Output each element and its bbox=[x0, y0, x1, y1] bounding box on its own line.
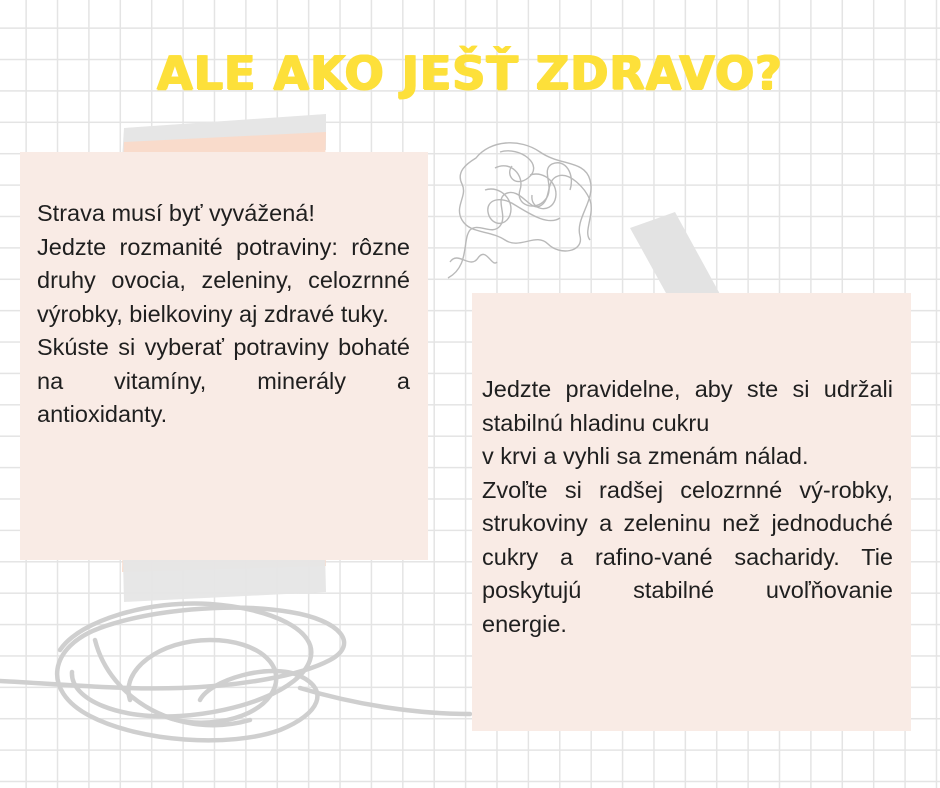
bottom-scribble-icon bbox=[0, 603, 470, 740]
right-card-line: Jedzte pravidelne, aby ste si udržali stabilnú hladinu cukru bbox=[482, 376, 893, 436]
page-title: ALE AKO JEŠŤ ZDRAVO? bbox=[157, 46, 783, 100]
right-card-line: Zvoľte si radšej celozrnné vý-robky, strukoviny a zeleninu než jednoduché cukry a rafino-vané sacharidy. Tie poskytujú stabilné uvoľňovanie energie. bbox=[482, 476, 893, 637]
left-info-card bbox=[20, 152, 428, 560]
right-card-line: v krvi a vyhli sa zmenám nálad. bbox=[482, 443, 809, 469]
left-card-line: Jedzte rozmanité potraviny: rôzne druhy ovocia, zeleniny, celozrnné výrobky, bielkoviny aj zdravé tuky. bbox=[37, 233, 410, 327]
left-card-line: Skúste si vyberať potraviny bohaté na vitamíny, minerály a antioxidanty. bbox=[37, 334, 410, 427]
right-info-card bbox=[472, 293, 911, 731]
left-card-line: Strava musí byť vyvážená! bbox=[37, 200, 315, 226]
top-scribble-icon bbox=[448, 143, 591, 278]
